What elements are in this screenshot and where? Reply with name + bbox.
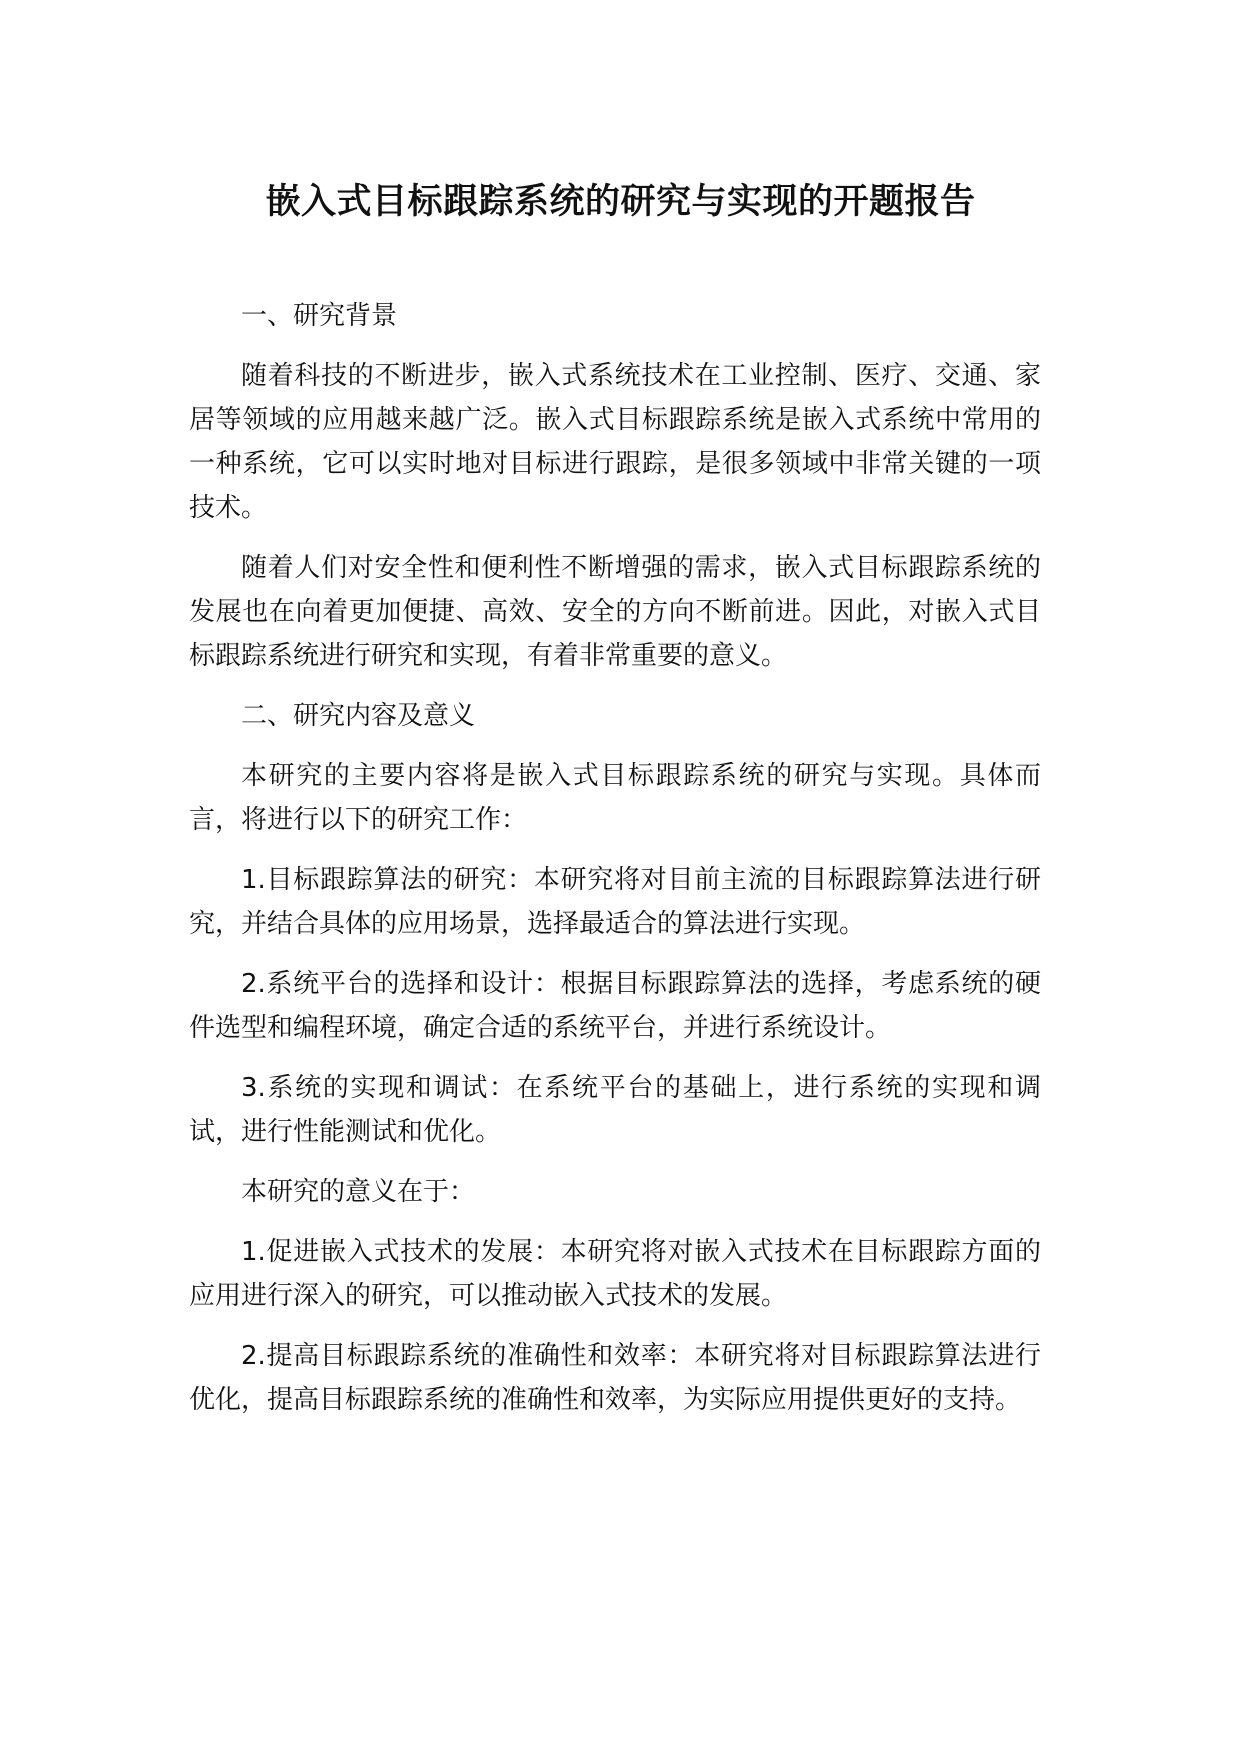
paragraph: 本研究的意义在于： xyxy=(241,1177,476,1207)
document-body xyxy=(189,294,1041,1438)
paragraph: 随着人们对安全性和便利性不断增强的需求，嵌入式目标跟踪系统的发展也在向着更加便捷、高效、安全的方向不断前进。因此，对嵌入式目标跟踪系统进行研究和实现，有着非常重要的意义。 xyxy=(189,553,1041,671)
paragraph: 本研究的主要内容将是嵌入式目标跟踪系统的研究与实现。具体而言，将进行以下的研究工作： xyxy=(189,761,1041,835)
list-item: 1.促进嵌入式技术的发展：本研究将对嵌入式技术在目标跟踪方面的应用进行深入的研究，可以推动嵌入式技术的发展。 xyxy=(189,1237,1041,1311)
section-heading-background: 一、研究背景 xyxy=(241,301,398,331)
paragraph: 随着科技的不断进步，嵌入式系统技术在工业控制、医疗、交通、家居等领域的应用越来越广泛。嵌入式目标跟踪系统是嵌入式系统中常用的一种系统，它可以实时地对目标进行跟踪，是很多领域中非常关键的一项技术。 xyxy=(189,361,1041,523)
list-item: 1.目标跟踪算法的研究：本研究将对目前主流的目标跟踪算法进行研究，并结合具体的应用场景，选择最适合的算法进行实现。 xyxy=(189,865,1041,939)
document-title: 嵌入式目标跟踪系统的研究与实现的开题报告 xyxy=(265,182,976,222)
section-heading-content: 二、研究内容及意义 xyxy=(241,701,476,731)
list-item: 3.系统的实现和调试：在系统平台的基础上，进行系统的实现和调试，进行性能测试和优化。 xyxy=(189,1073,1041,1147)
list-item: 2.提高目标跟踪系统的准确性和效率：本研究将对目标跟踪算法进行优化，提高目标跟踪系统的准确性和效率，为实际应用提供更好的支持。 xyxy=(189,1341,1041,1415)
list-item: 2.系统平台的选择和设计：根据目标跟踪算法的选择，考虑系统的硬件选型和编程环境，确定合适的系统平台，并进行系统设计。 xyxy=(189,969,1041,1043)
